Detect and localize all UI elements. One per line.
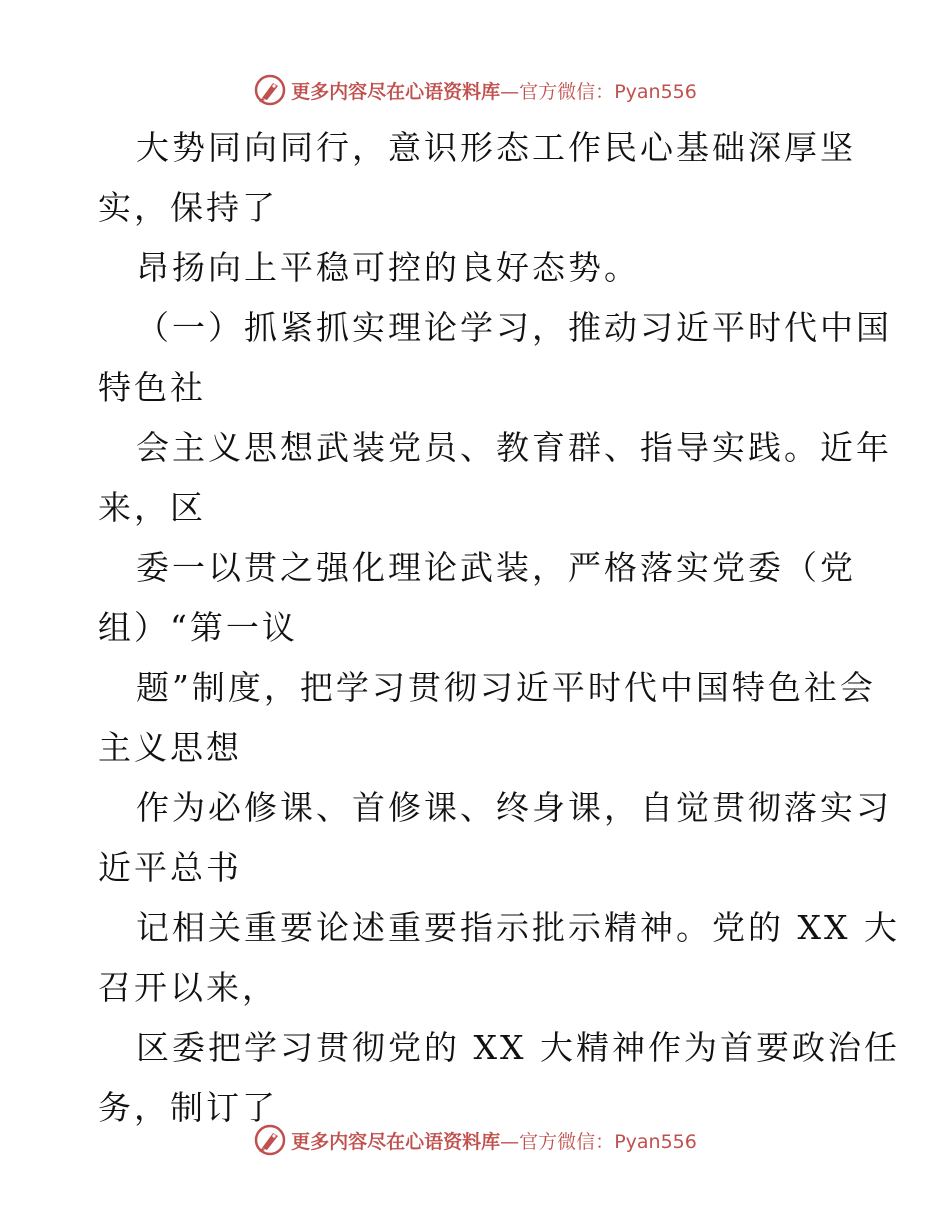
watermark-wechat-label: 官方微信： (519, 1130, 615, 1153)
watermark-main: 更多内容尽在心语资料库 (291, 1130, 501, 1153)
text-line: 特色社 (98, 368, 206, 407)
watermark-main: 更多内容尽在心语资料库 (291, 80, 501, 103)
text-line: 大势同向同行，意识形态工作民心基础深厚坚 (136, 128, 856, 167)
pen-nib-logo-icon (253, 1123, 287, 1157)
text-line: 务，制订了 (98, 1088, 278, 1127)
text-line: 实，保持了 (98, 188, 278, 227)
watermark-wechat-id: Pyan556 (614, 80, 697, 103)
text-line: 召开以来， (98, 968, 278, 1007)
watermark-wechat-id: Pyan556 (614, 1130, 697, 1153)
text-line: 委一以贯之强化理论武装，严格落实党委（党 (136, 548, 856, 587)
text-line: 作为必修课、首修课、终身课，自觉贯彻落实习 (136, 788, 892, 827)
watermark-text (291, 1127, 697, 1154)
text-line: 近平总书 (98, 848, 242, 887)
watermark-wechat-label: 官方微信： (519, 80, 615, 103)
text-line: 主义思想 (98, 728, 242, 767)
document-body (98, 118, 900, 1138)
text-line: 来，区 (98, 488, 206, 527)
text-line: （一）抓紧抓实理论学习，推动习近平时代中国 (136, 308, 892, 347)
text-line: 昂扬向上平稳可控的良好态势。 (136, 248, 640, 287)
text-line: 记相关重要论述重要指示批示精神。党的 XX 大 (136, 908, 900, 947)
header-watermark (0, 70, 950, 110)
pen-nib-logo-icon (253, 73, 287, 107)
text-line: 题”制度，把学习贯彻习近平时代中国特色社会 (136, 668, 876, 707)
watermark-dash: — (500, 1130, 520, 1153)
watermark-text (291, 77, 697, 104)
footer-watermark (0, 1120, 950, 1160)
watermark-dash: — (500, 80, 520, 103)
text-line: 组）“第一议 (98, 608, 298, 647)
text-line: 区委把学习贯彻党的 XX 大精神作为首要政治任 (136, 1028, 900, 1067)
text-line: 会主义思想武装党员、教育群、指导实践。近年 (136, 428, 892, 467)
